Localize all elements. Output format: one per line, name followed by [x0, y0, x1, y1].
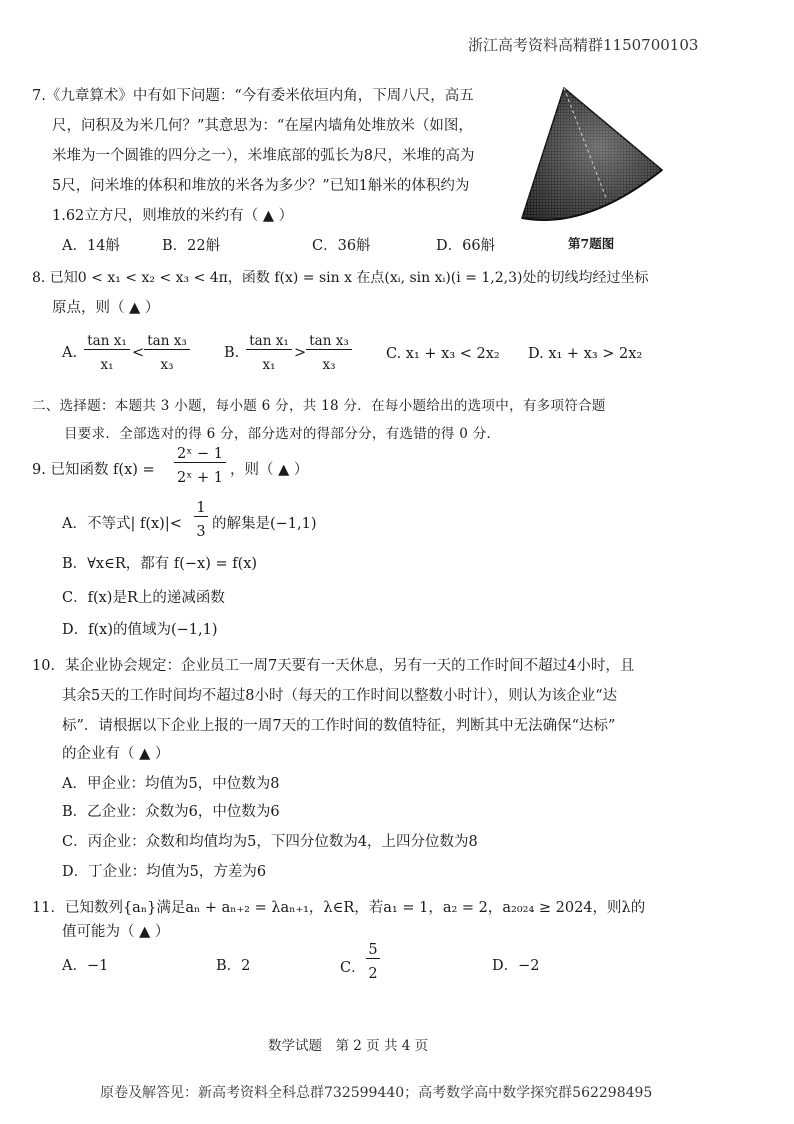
q11-option-b: B．2 [216, 958, 251, 974]
q9-a-suffix: 的解集是(−1,1) [212, 516, 317, 532]
q8-a-num2: tan x₃ [144, 333, 190, 350]
q8-b-op: > [294, 345, 307, 361]
q11-option-a: A．−1 [62, 958, 109, 974]
q7-line-4: 5尺，问米堆的体积和堆放的米各为多少？”已知1斛米的体积约为 [52, 178, 470, 194]
page-footer: 数学试题 第 2 页 共 4 页 [268, 1038, 429, 1054]
section-2-line-1: 二、选择题：本题共 3 小题，每小题 6 分，共 18 分．在每小题给出的选项中，有多项符合题 [32, 398, 606, 414]
q9-a-prefix: A．不等式| f(x)|< [62, 516, 182, 532]
cone-figure-icon [516, 80, 664, 228]
q8-b-den1: x₁ [262, 357, 276, 373]
q7-line-1: 7.《九章算术》中有如下问题：“今有委米依垣内角，下周八尺，高五 [32, 88, 474, 104]
q7-option-c: C．36斛 [312, 238, 371, 254]
q7-option-b: B．22斛 [162, 238, 221, 254]
q9-option-c: C．f(x)是R上的递减函数 [62, 590, 225, 606]
q8-b-num2: tan x₃ [306, 333, 352, 350]
q8-line-2: 原点，则（ ▲ ） [52, 300, 160, 316]
bottom-banner: 原卷及解答见：新高考资料全科总群732599440；高考数学高中数学探究群562298495 [100, 1085, 653, 1101]
q8-option-b-label: B. [224, 345, 240, 361]
q11-option-c [340, 942, 400, 988]
q7-option-d: D．66斛 [436, 238, 496, 254]
q10-line-1: 10．某企业协会规定：企业员工一周7天要有一天休息，另有一天的工作时间不超过4小时，且 [32, 658, 635, 674]
q8-option-d: D. x₁ + x₃ > 2x₂ [528, 346, 643, 362]
q11-line-2: 值可能为（ ▲ ） [62, 924, 170, 940]
header-group-number: 浙江高考资料高精群1150700103 [468, 36, 699, 54]
q10-line-3: 标”．请根据以下企业上报的一周7天的工作时间的数值特征，判断其中无法确保“达标” [62, 718, 616, 734]
q10-line-2: 其余5天的工作时间均不超过8小时（每天的工作时间以整数小时计），则认为该企业“达 [62, 688, 618, 704]
q8-a-op: < [132, 345, 145, 361]
q9-option-d: D．f(x)的值域为(−1,1) [62, 622, 218, 638]
q11-line-1: 11．已知数列{aₙ}满足aₙ + aₙ₊₂ = λaₙ₊₁，λ∈R，若a₁ = 1，a₂ = 2，a₂₀₂₄ ≥ 2024，则λ的 [32, 900, 646, 916]
q9-option-b: B．∀x∈R，都有 f(−x) = f(x) [62, 556, 258, 572]
q10-line-4: 的企业有（ ▲ ） [62, 746, 170, 762]
q9-den: 2ˣ + 1 [177, 470, 223, 486]
q8-b-den2: x₃ [322, 357, 336, 373]
q11-c-label: C． [340, 960, 366, 976]
q8-option-a-label: A. [62, 345, 78, 361]
q7-option-a: A．14斛 [62, 238, 120, 254]
q9-stem [32, 446, 432, 492]
q8-a-den1: x₁ [100, 357, 114, 373]
q9-suffix: ，则（ ▲ ） [230, 462, 309, 478]
q10-option-c: C．丙企业：众数和均值均为5，下四分位数为4，上四分位数为8 [62, 834, 478, 850]
q11-c-num: 5 [366, 942, 380, 959]
q9-prefix: 9. 已知函数 f(x) = [32, 462, 155, 478]
q11-c-den: 2 [368, 966, 378, 982]
q9-a-den: 3 [196, 524, 206, 540]
q9-a-num: 1 [194, 500, 208, 517]
q8-a-num1: tan x₁ [84, 333, 130, 350]
figure-rice-pile [516, 80, 664, 228]
q7-line-2: 尺，问积及为米几何？”其意思为：“在屋内墙角处堆放米（如图， [52, 118, 473, 134]
q11-option-d: D．−2 [492, 958, 540, 974]
q10-option-b: B．乙企业：众数为6，中位数为6 [62, 804, 280, 820]
q7-line-3: 米堆为一个圆锥的四分之一），米堆底部的弧长为8尺，米堆的高为 [52, 148, 475, 164]
q9-num: 2ˣ − 1 [174, 446, 226, 463]
figure-caption: 第7题图 [568, 236, 615, 251]
q7-line-5: 1.62立方尺，则堆放的米约有（ ▲ ） [52, 208, 294, 224]
q10-option-d: D．丁企业：均值为5，方差为6 [62, 864, 267, 880]
q8-a-den2: x₃ [160, 357, 174, 373]
section-2-line-2: 目要求．全部选对的得 6 分，部分选对的得部分分，有选错的得 0 分． [64, 426, 501, 442]
q8-line-1: 8. 已知0 < x₁ < x₂ < x₃ < 4π，函数 f(x) = sin x 在点(xᵢ, sin xᵢ)(i = 1,2,3)处的切线均经过坐标 [32, 270, 649, 286]
q8-option-c: C. x₁ + x₃ < 2x₂ [386, 346, 500, 362]
q10-option-a: A．甲企业：均值为5，中位数为8 [62, 776, 280, 792]
q9-option-a [62, 500, 382, 546]
q8-b-num1: tan x₁ [246, 333, 292, 350]
